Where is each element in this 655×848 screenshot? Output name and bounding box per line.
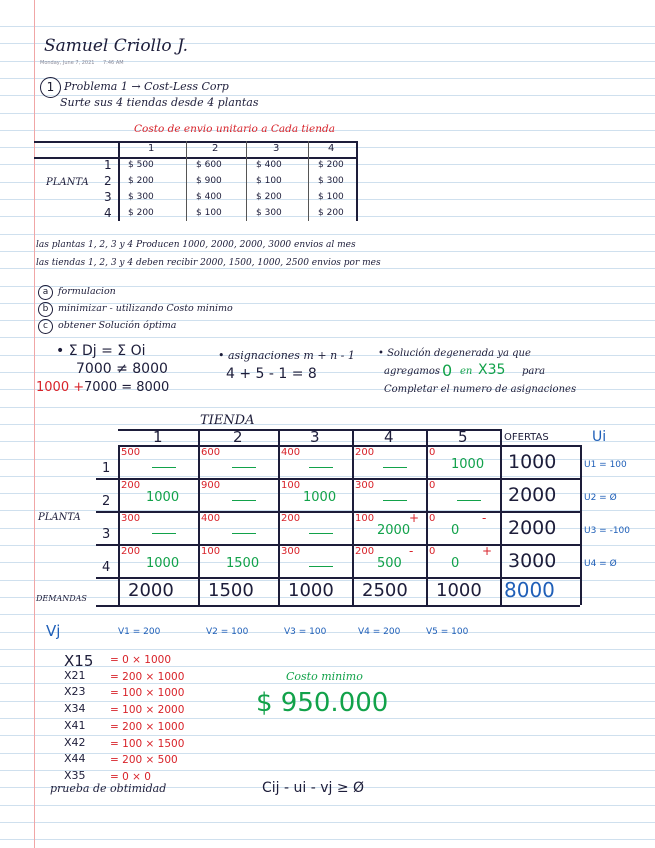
ui-value: U3 = -100 — [584, 526, 631, 536]
empty-cell-dash — [152, 533, 176, 534]
degenerate-note-2-pre: agregamos — [384, 366, 441, 377]
cost-table-cell: $ 200 — [318, 208, 344, 218]
transport-allocation: 500 — [377, 556, 402, 571]
transport-cost: 300 — [355, 480, 375, 491]
ruled-line — [0, 78, 655, 79]
solution-variable: X35 — [64, 768, 86, 782]
problem-line-2: Surte sus 4 tiendas desde 4 plantas — [60, 96, 259, 109]
transport-cost: 0 — [429, 546, 436, 557]
transport-cost: 100 — [281, 480, 301, 491]
transport-col-line — [278, 429, 280, 605]
transport-offer: 2000 — [508, 484, 557, 506]
ruled-line — [0, 649, 655, 650]
transport-cost: 0 — [429, 513, 436, 524]
sign-plus: + — [482, 544, 493, 558]
ui-value: U2 = Ø — [584, 493, 617, 503]
ruled-line — [0, 805, 655, 806]
problem-line-1: Problema 1 → Cost-Less Corp — [64, 80, 229, 93]
balance-equation: • Σ Dj = Σ Oi — [56, 343, 146, 359]
margin-line — [34, 0, 35, 848]
transport-col-line — [500, 429, 502, 605]
transport-row-line — [96, 511, 580, 513]
ruled-line — [0, 407, 655, 408]
ruled-line — [0, 614, 655, 615]
degenerate-note-2-post: para — [522, 366, 546, 377]
transport-cost: 300 — [281, 546, 301, 557]
ruled-line — [0, 562, 655, 563]
transport-cost: 400 — [201, 513, 221, 524]
optimality-formula: Cij - ui - vj ≥ Ø — [262, 780, 365, 796]
ruled-line — [0, 234, 655, 235]
vj-value: V4 = 200 — [358, 627, 401, 637]
ruled-line — [0, 666, 655, 667]
ruled-line — [0, 683, 655, 684]
transport-col-header: 3 — [310, 428, 320, 446]
ruled-line — [0, 735, 655, 736]
cost-table-cell: $ 100 — [196, 208, 222, 218]
transport-cost: 100 — [355, 513, 375, 524]
solution-expression: = 100 × 1000 — [110, 687, 185, 700]
empty-cell-dash — [383, 467, 407, 468]
transport-cost: 300 — [121, 513, 141, 524]
demand-label: DEMANDAS — [36, 594, 87, 603]
cost-table-col-header: 1 — [148, 143, 155, 154]
task-text: minimizar - utilizando Costo minimo — [58, 303, 233, 314]
ruled-line — [0, 476, 655, 477]
transport-row-line — [96, 544, 580, 546]
ruled-line — [0, 268, 655, 269]
min-cost-value: $ 950.000 — [256, 688, 389, 718]
transport-cost: 500 — [121, 447, 141, 458]
cost-table-cell: $ 200 — [318, 160, 344, 170]
transport-demand: 1000 — [288, 580, 334, 601]
transport-cost: 200 — [121, 546, 141, 557]
transport-row-header: 2 — [102, 494, 111, 509]
degenerate-note-3: Completar el numero de asignaciones — [384, 384, 577, 395]
ruled-line — [0, 459, 655, 460]
task-text: formulacion — [58, 286, 116, 297]
transport-demand: 2500 — [362, 580, 408, 601]
statement-plants: las plantas 1, 2, 3 y 4 Producen 1000, 2000, 2000, 3000 envios al mes — [36, 240, 356, 250]
transport-cost: 600 — [201, 447, 221, 458]
transport-allocation: 1000 — [303, 490, 337, 505]
cost-table-row-header: 3 — [104, 190, 112, 204]
solution-variable: X34 — [64, 702, 86, 716]
sign-minus: - — [409, 544, 414, 558]
solution-expression: = 0 × 0 — [110, 770, 151, 783]
transport-cost: 200 — [355, 447, 375, 458]
cost-table-col-line — [186, 141, 187, 221]
transport-cost: 200 — [355, 546, 375, 557]
empty-cell-dash — [232, 533, 256, 534]
cost-table-cell: $ 900 — [196, 176, 222, 186]
task-text: obtener Solución óptima — [58, 320, 177, 331]
transport-row-line — [96, 605, 580, 607]
degenerate-note-1: • Solución degenerada ya que — [378, 348, 531, 359]
transport-demand: 1000 — [436, 580, 482, 601]
solution-variable: X44 — [64, 752, 86, 766]
solution-expression: = 200 × 500 — [110, 754, 178, 767]
ruled-line — [0, 839, 655, 840]
transport-row-line — [118, 445, 580, 447]
assignments-count: 4 + 5 - 1 = 8 — [226, 366, 317, 382]
transport-row-header: 1 — [102, 461, 111, 476]
cost-table-divider — [118, 141, 120, 221]
transport-col-header: 5 — [458, 428, 468, 446]
ui-value: U1 = 100 — [584, 460, 627, 470]
statement-stores: las tiendas 1, 2, 3 y 4 deben recibir 2000, 1500, 1000, 2500 envios por mes — [36, 258, 381, 268]
cost-table-cell: $ 600 — [196, 160, 222, 170]
vj-value: V5 = 100 — [426, 627, 469, 637]
empty-cell-dash — [383, 500, 407, 501]
note-time: 7:46 AM — [103, 60, 124, 66]
transport-cost: 400 — [281, 447, 301, 458]
ruled-line — [0, 337, 655, 338]
ruled-line — [0, 424, 655, 425]
transport-col-line — [426, 429, 428, 605]
cost-table-cell: $ 100 — [256, 176, 282, 186]
empty-cell-dash — [309, 467, 333, 468]
vj-value: V1 = 200 — [118, 627, 161, 637]
transport-row-header: 4 — [102, 560, 111, 575]
ruled-line — [0, 632, 655, 633]
cost-table-col-line — [246, 141, 247, 221]
cost-table-cell: $ 400 — [256, 160, 282, 170]
offer-header: OFERTAS — [504, 432, 549, 443]
solution-expression: = 100 × 2000 — [110, 704, 185, 717]
note-date: Monday, June 7, 2021 — [40, 60, 95, 66]
transport-cost: 200 — [281, 513, 301, 524]
transport-allocation: 1000 — [146, 490, 180, 505]
ruled-line — [0, 26, 655, 27]
solution-variable: X21 — [64, 668, 86, 682]
sign-minus: - — [482, 511, 487, 525]
solution-variable: X41 — [64, 718, 86, 732]
ui-value: U4 = Ø — [584, 559, 617, 569]
transport-col-line — [198, 429, 200, 605]
cost-table-col-header: 4 — [328, 143, 335, 154]
task-letter-circle: b — [38, 302, 53, 317]
ruled-line — [0, 822, 655, 823]
min-cost-label: Costo minimo — [286, 670, 363, 683]
transport-offer: 1000 — [508, 451, 557, 473]
task-letter-circle: c — [38, 319, 53, 334]
solution-variable: X23 — [64, 685, 86, 699]
cost-table-row-header: 2 — [104, 174, 112, 188]
ui-header: Ui — [592, 429, 607, 445]
empty-cell-dash — [152, 467, 176, 468]
cost-table-cell: $ 500 — [128, 160, 154, 170]
ruled-line — [0, 528, 655, 529]
transport-offer: 3000 — [508, 550, 557, 572]
solution-expression: = 200 × 1000 — [110, 720, 185, 733]
transport-allocation: 2000 — [377, 523, 411, 538]
ruled-line — [0, 770, 655, 771]
task-letter-circle: a — [38, 285, 53, 300]
empty-cell-dash — [309, 566, 333, 567]
transport-allocation: 1000 — [146, 556, 180, 571]
dummy-addition: 1000 + — [36, 380, 85, 395]
cost-table-row-header: 1 — [104, 158, 112, 172]
author-name: Samuel Criollo J. — [44, 36, 188, 56]
transport-row-line — [96, 478, 580, 480]
transport-demand: 1500 — [208, 580, 254, 601]
cost-table-cell: $ 200 — [128, 208, 154, 218]
transport-col-header: 4 — [384, 428, 394, 446]
solution-variable: X42 — [64, 735, 86, 749]
ruled-line — [0, 441, 655, 442]
vj-value: V3 = 100 — [284, 627, 327, 637]
degenerate-var: X35 — [478, 362, 506, 378]
solution-expression: = 200 × 1000 — [110, 670, 185, 683]
empty-cell-dash — [309, 533, 333, 534]
transport-total: 8000 — [504, 578, 555, 602]
transport-row-header: 3 — [102, 527, 111, 542]
cost-table-row-label: PLANTA — [46, 177, 89, 188]
transport-row-group-label: PLANTA — [38, 512, 81, 523]
ruled-line — [0, 113, 655, 114]
cost-table-cell: $ 300 — [318, 176, 344, 186]
transport-col-header: 2 — [233, 428, 243, 446]
assignments-rule: • asignaciones m + n - 1 — [218, 349, 355, 362]
ruled-line — [0, 61, 655, 62]
vj-label: Vj — [46, 622, 61, 640]
transport-top-line — [118, 429, 500, 431]
transport-allocation: 0 — [451, 523, 460, 538]
cost-table-cell: $ 200 — [128, 176, 154, 186]
cost-table-cell: $ 200 — [256, 192, 282, 202]
transport-demand: 2000 — [128, 580, 174, 601]
transport-cost: 900 — [201, 480, 221, 491]
transport-title: TIENDA — [200, 413, 255, 428]
transport-col-line — [118, 445, 120, 605]
transport-offer: 2000 — [508, 517, 557, 539]
optimality-label: prueba de obtimidad — [50, 782, 167, 795]
solution-expression: = 100 × 1500 — [110, 737, 185, 750]
solution-variable: X15 — [64, 652, 94, 670]
transport-allocation: 1000 — [451, 457, 485, 472]
balance-inequality: 7000 ≠ 8000 — [76, 361, 168, 377]
ruled-line — [0, 251, 655, 252]
transport-cost: 100 — [201, 546, 221, 557]
transport-col-line — [580, 445, 582, 605]
cost-table-col-header: 3 — [273, 143, 280, 154]
cost-table-cell: $ 400 — [196, 192, 222, 202]
cost-table-cell: $ 300 — [128, 192, 154, 202]
problem-number-circle: 1 — [40, 77, 61, 98]
transport-cost: 0 — [429, 447, 436, 458]
ruled-line — [0, 753, 655, 754]
ruled-line — [0, 718, 655, 719]
balanced-total: 7000 = 8000 — [84, 380, 170, 395]
empty-cell-dash — [232, 467, 256, 468]
cost-table-right-line — [356, 141, 358, 221]
cost-table-title: Costo de envio unitario a Cada tienda — [134, 123, 335, 135]
transport-col-line — [352, 429, 354, 605]
cost-table-row-header: 4 — [104, 206, 112, 220]
cost-table-cell: $ 100 — [318, 192, 344, 202]
cost-table-cell: $ 300 — [256, 208, 282, 218]
degenerate-zero: 0 — [442, 361, 453, 380]
degenerate-en: en — [460, 366, 473, 377]
transport-col-header: 1 — [153, 428, 163, 446]
transport-allocation: 0 — [451, 556, 460, 571]
solution-expression: = 0 × 1000 — [110, 654, 172, 666]
cost-table-col-header: 2 — [212, 143, 219, 154]
empty-cell-dash — [457, 500, 481, 501]
vj-value: V2 = 100 — [206, 627, 249, 637]
empty-cell-dash — [232, 500, 256, 501]
transport-cost: 0 — [429, 480, 436, 491]
transport-cost: 200 — [121, 480, 141, 491]
sign-plus: + — [409, 511, 420, 525]
transport-allocation: 1500 — [226, 556, 260, 571]
cost-table-col-line — [308, 141, 309, 221]
